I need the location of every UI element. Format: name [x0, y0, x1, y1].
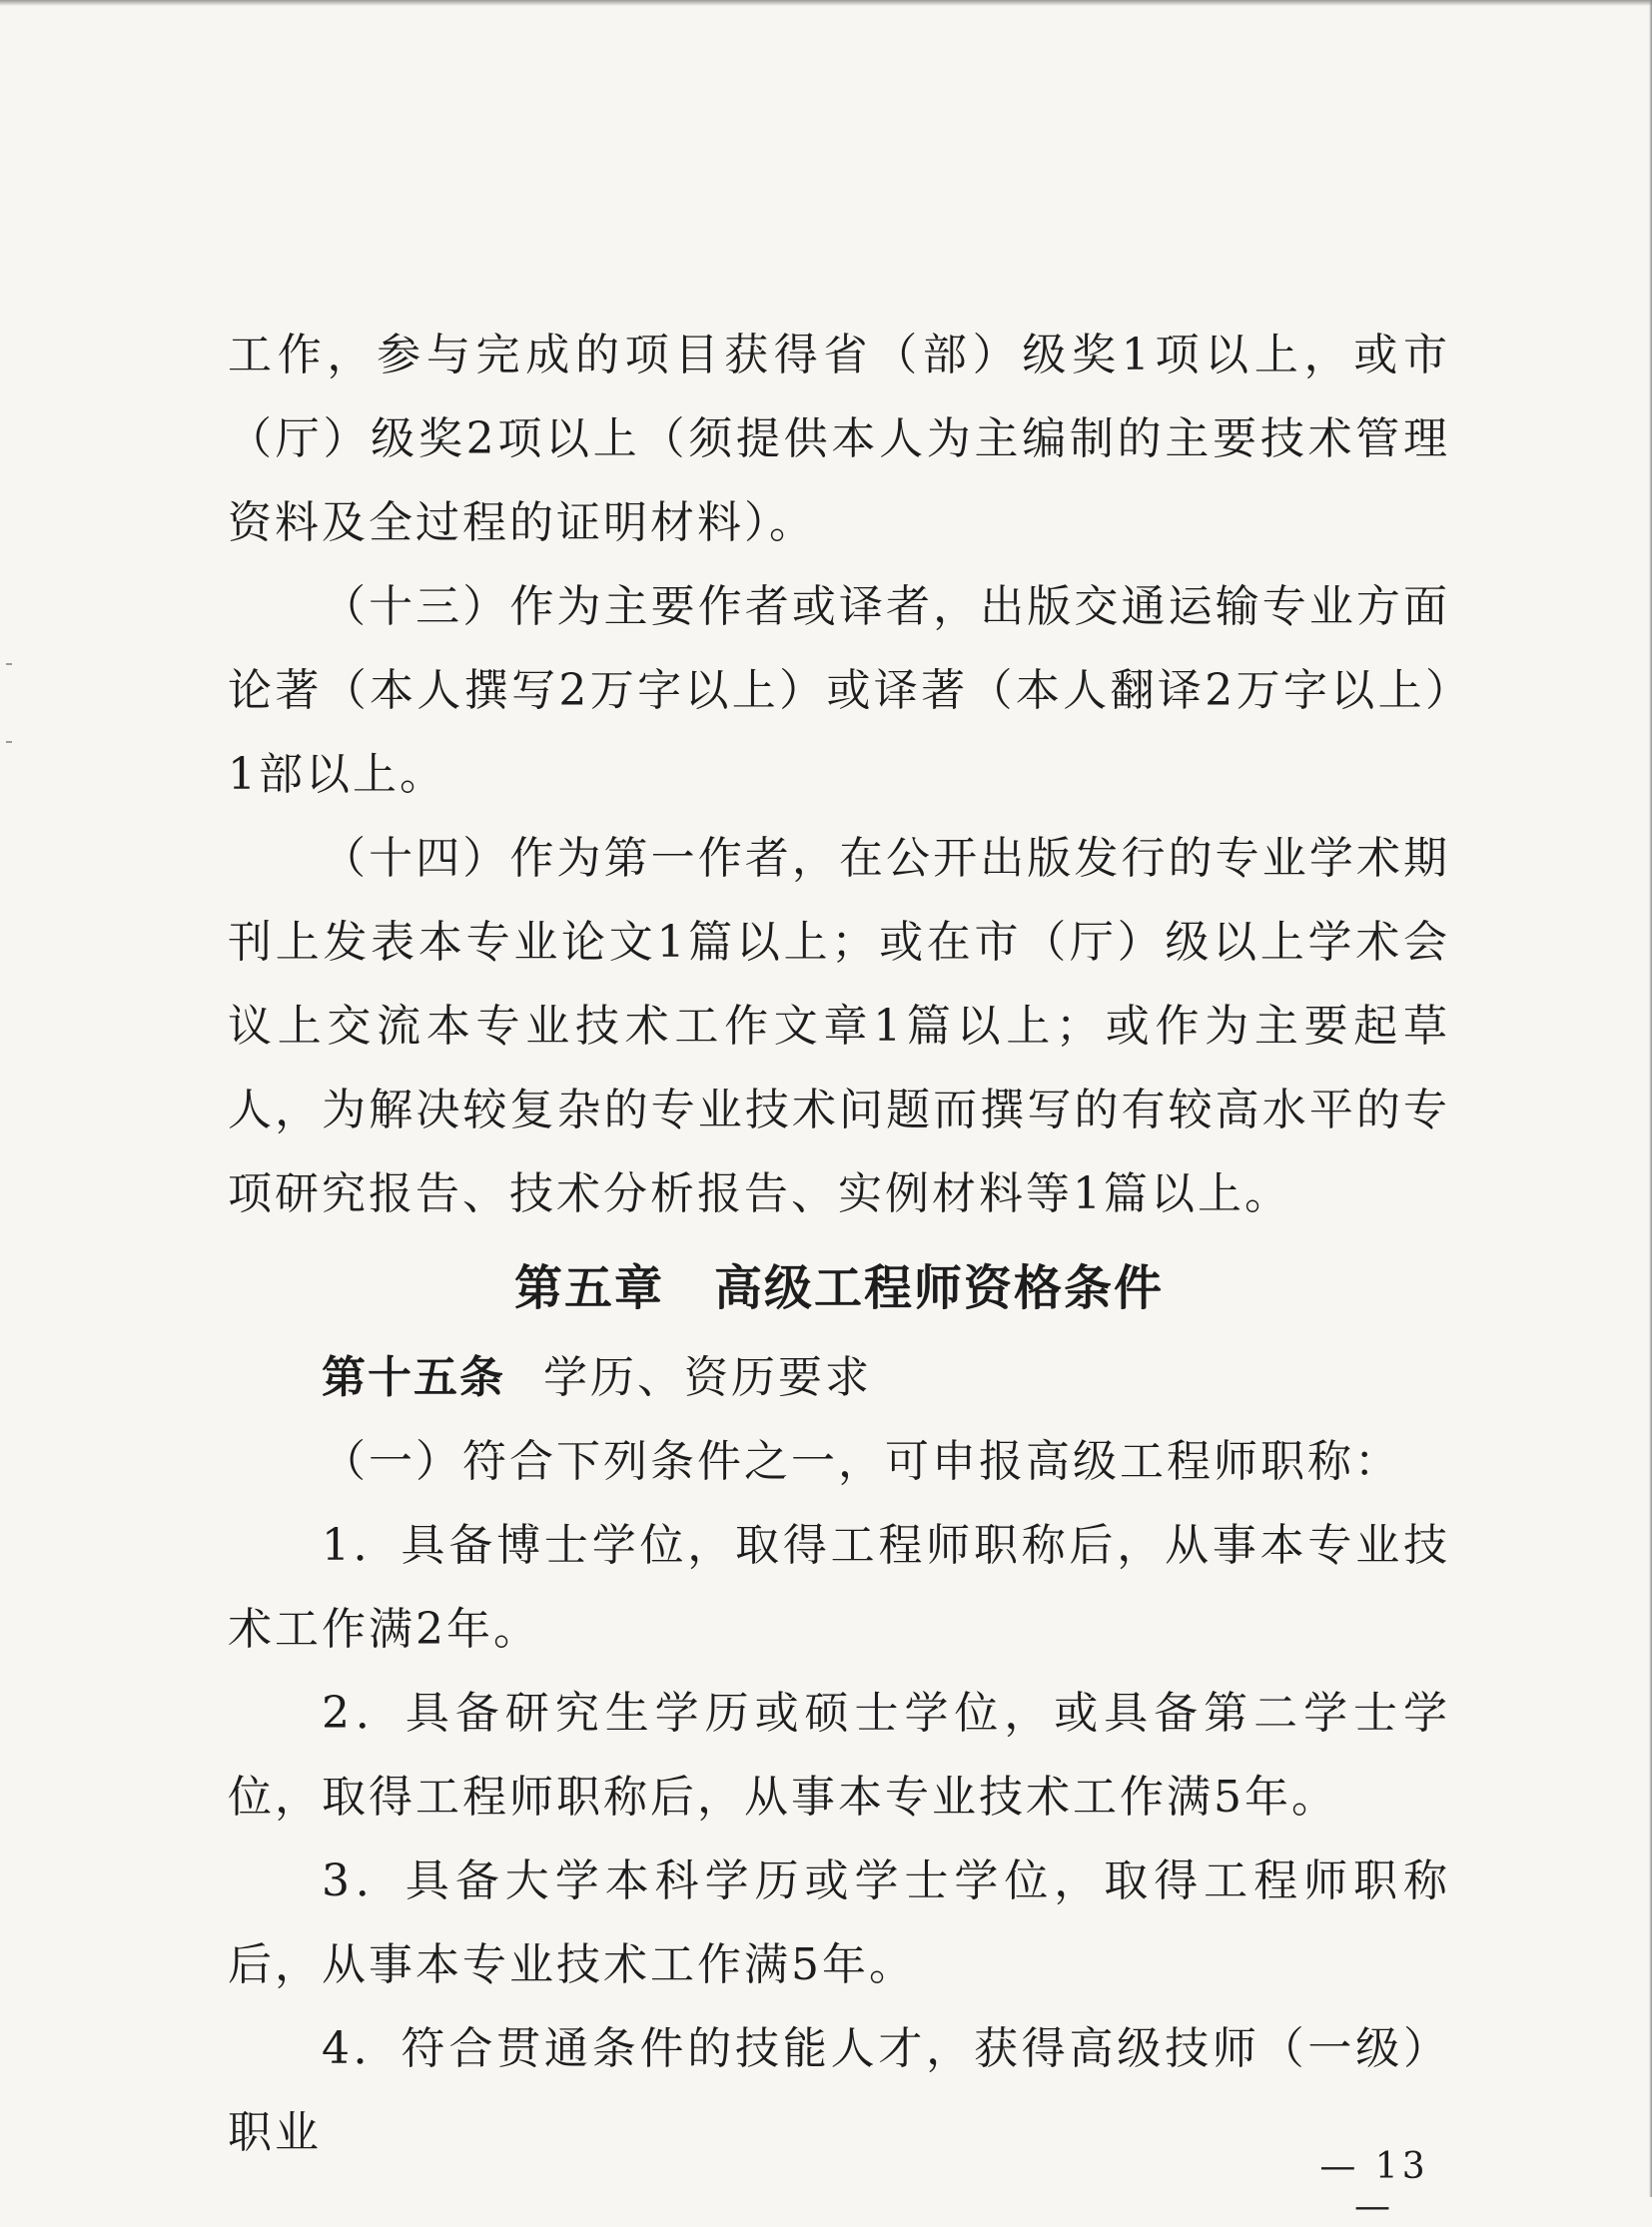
article-title: 学历、资历要求 — [543, 1352, 872, 1403]
margin-tick-mark — [6, 663, 12, 665]
list-item-2: 2．具备研究生学历或硕士学位，或具备第二学士学位，取得工程师职称后，从事本专业技术工作满5年。 — [228, 1688, 1450, 1823]
document-page — [228, 314, 1450, 2175]
paragraph-item-14: （十四）作为第一作者，在公开出版发行的专业学术期刊上发表本专业论文1篇以上；或在市（厅）级以上学术会议上交流本专业技术工作文章1篇以上；或作为主要起草人，为解决较复杂的专业技术问题而撰写的有较高水平的专项研究报告、技术分析报告、实例材料等1篇以上。 — [228, 833, 1450, 1219]
paragraph-continuation: 工作，参与完成的项目获得省（部）级奖1项以上，或市（厅）级奖2项以上（须提供本人为主编制的主要技术管理资料及全过程的证明材料）。 — [228, 330, 1450, 548]
scan-top-edge — [0, 0, 1652, 6]
article-heading — [228, 1336, 1450, 1420]
chapter-heading: 第五章 高级工程师资格条件 — [513, 1260, 1164, 1316]
article-number: 第十五条 — [322, 1352, 505, 1403]
list-item-3: 3．具备大学本科学历或学士学位，取得工程师职称后，从事本专业技术工作满5年。 — [228, 1856, 1450, 1990]
margin-tick-mark — [6, 741, 12, 743]
page-number: — 13 — — [1319, 2146, 1429, 2227]
list-item-4: 4．符合贯通条件的技能人才，获得高级技师（一级）职业 — [228, 2023, 1450, 2158]
section-intro: （一）符合下列条件之一，可申报高级工程师职称： — [322, 1436, 1401, 1487]
list-item-1: 1．具备博士学位，取得工程师职称后，从事本专业技术工作满2年。 — [228, 1520, 1450, 1655]
paragraph-item-13: （十三）作为主要作者或译者，出版交通运输专业方面论著（本人撰写2万字以上）或译著（本人翻译2万字以上）1部以上。 — [228, 581, 1450, 800]
